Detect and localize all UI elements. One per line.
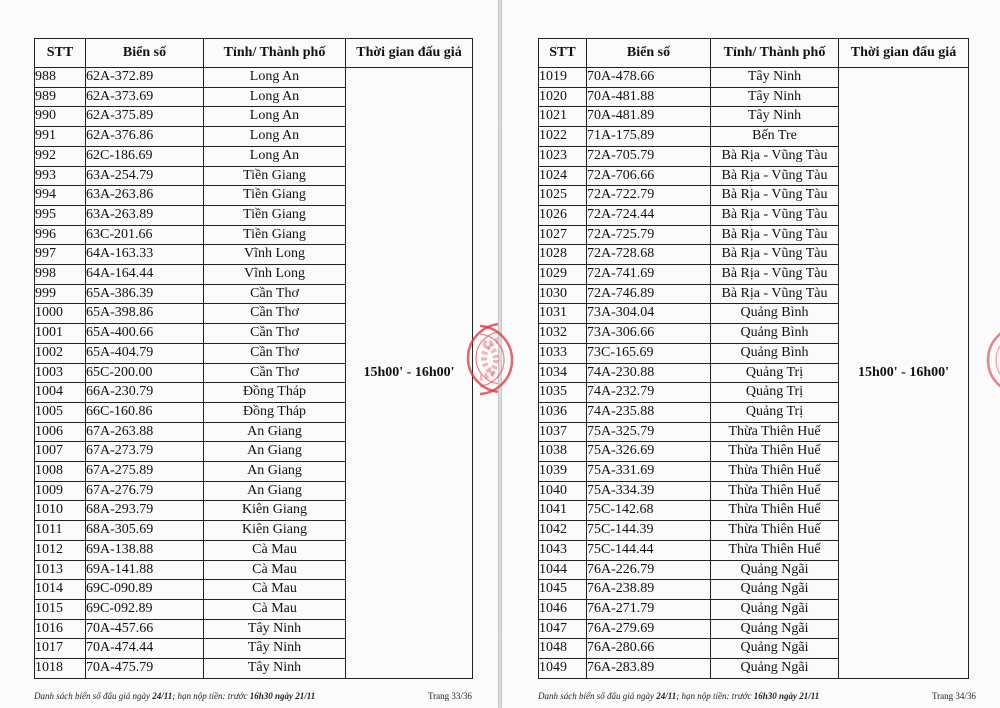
stt-cell: 1029: [539, 265, 587, 285]
province-cell: Thừa Thiên Huế: [711, 462, 839, 482]
plate-number-cell: 67A-275.89: [86, 462, 204, 482]
province-cell: Bà Rịa - Vũng Tàu: [711, 284, 839, 304]
left-footer-note: Danh sách biển số đấu giá ngày 24/11; hạn nộp tiền: trước 16h30 ngày 21/11: [34, 691, 316, 701]
table-row: [539, 68, 969, 88]
plate-number-cell: 65A-404.79: [86, 343, 204, 363]
province-cell: An Giang: [204, 481, 346, 501]
province-cell: Long An: [204, 127, 346, 147]
plate-number-cell: 76A-226.79: [587, 560, 711, 580]
stt-cell: 1004: [35, 383, 86, 403]
plate-number-cell: 68A-305.69: [86, 521, 204, 541]
plate-number-cell: 70A-474.44: [86, 639, 204, 659]
stt-cell: 1025: [539, 186, 587, 206]
province-cell: Đồng Tháp: [204, 402, 346, 422]
stt-cell: 1048: [539, 639, 587, 659]
province-cell: Tây Ninh: [204, 639, 346, 659]
stt-cell: 1047: [539, 619, 587, 639]
stt-cell: 1016: [35, 619, 86, 639]
plate-number-cell: 65A-386.39: [86, 284, 204, 304]
stt-cell: 1000: [35, 304, 86, 324]
province-cell: Bà Rịa - Vũng Tàu: [711, 186, 839, 206]
province-cell: Thừa Thiên Huế: [711, 501, 839, 521]
province-cell: An Giang: [204, 462, 346, 482]
table-header-row: [539, 39, 969, 68]
plate-number-cell: 69C-090.89: [86, 580, 204, 600]
plate-number-cell: 70A-481.88: [587, 87, 711, 107]
plate-number-cell: 72A-725.79: [587, 225, 711, 245]
right-page-number: Trang 34/36: [932, 691, 976, 701]
stt-cell: 1034: [539, 363, 587, 383]
stt-cell: 1041: [539, 501, 587, 521]
stt-cell: 991: [35, 127, 86, 147]
plate-number-cell: 65A-398.86: [86, 304, 204, 324]
province-cell: An Giang: [204, 442, 346, 462]
plate-number-cell: 76A-279.69: [587, 619, 711, 639]
province-cell: Quảng Ngãi: [711, 599, 839, 619]
province-cell: Thừa Thiên Huế: [711, 521, 839, 541]
plate-number-cell: 73A-304.04: [587, 304, 711, 324]
province-cell: Bà Rịa - Vũng Tàu: [711, 225, 839, 245]
province-cell: Thừa Thiên Huế: [711, 540, 839, 560]
province-cell: Quảng Ngãi: [711, 560, 839, 580]
province-cell: Quảng Ngãi: [711, 659, 839, 679]
province-cell: Tiền Giang: [204, 166, 346, 186]
plate-number-cell: 72A-722.79: [587, 186, 711, 206]
plate-number-cell: 66A-230.79: [86, 383, 204, 403]
stt-cell: 1030: [539, 284, 587, 304]
left-page: [0, 0, 498, 708]
plate-number-cell: 67A-273.79: [86, 442, 204, 462]
plate-number-cell: 62A-375.89: [86, 107, 204, 127]
province-cell: Cần Thơ: [204, 304, 346, 324]
plate-number-cell: 76A-280.66: [587, 639, 711, 659]
stt-cell: 1033: [539, 343, 587, 363]
stt-cell: 1001: [35, 324, 86, 344]
plate-number-cell: 74A-230.88: [587, 363, 711, 383]
province-cell: Quảng Ngãi: [711, 639, 839, 659]
province-cell: An Giang: [204, 422, 346, 442]
plate-number-cell: 63A-263.89: [86, 205, 204, 225]
province-cell: Bến Tre: [711, 127, 839, 147]
plate-number-cell: 70A-478.66: [587, 68, 711, 88]
official-stamp-edge-fragment: [982, 320, 1000, 400]
official-stamp-right-fragment: [480, 322, 516, 398]
province-cell: Long An: [204, 68, 346, 88]
plate-number-cell: 69C-092.89: [86, 599, 204, 619]
province-cell: Vĩnh Long: [204, 245, 346, 265]
stt-cell: 1014: [35, 580, 86, 600]
stt-cell: 1005: [35, 402, 86, 422]
table-header-row: [35, 39, 473, 68]
stt-cell: 1015: [35, 599, 86, 619]
plate-number-cell: 72A-705.79: [587, 146, 711, 166]
province-cell: Tiền Giang: [204, 225, 346, 245]
plate-number-cell: 75A-326.69: [587, 442, 711, 462]
stt-cell: 1022: [539, 127, 587, 147]
header-plate: Biển số: [86, 39, 204, 68]
province-cell: Tây Ninh: [711, 87, 839, 107]
plate-number-cell: 71A-175.89: [587, 127, 711, 147]
stt-cell: 1039: [539, 462, 587, 482]
stt-cell: 1042: [539, 521, 587, 541]
header-stt: STT: [539, 39, 587, 68]
plate-number-cell: 73A-306.66: [587, 324, 711, 344]
province-cell: Cà Mau: [204, 599, 346, 619]
province-cell: Bà Rịa - Vũng Tàu: [711, 205, 839, 225]
province-cell: Long An: [204, 87, 346, 107]
province-cell: Tây Ninh: [711, 107, 839, 127]
stt-cell: 1032: [539, 324, 587, 344]
left-table-body: [35, 68, 473, 679]
stt-cell: 1020: [539, 87, 587, 107]
plate-number-cell: 65A-400.66: [86, 324, 204, 344]
plate-number-cell: 62A-376.86: [86, 127, 204, 147]
stt-cell: 1008: [35, 462, 86, 482]
auction-time-cell: 15h00' - 16h00': [839, 68, 969, 679]
stt-cell: 1043: [539, 540, 587, 560]
plate-number-cell: 62A-372.89: [86, 68, 204, 88]
stt-cell: 1002: [35, 343, 86, 363]
left-plate-table: [34, 38, 473, 679]
province-cell: Tây Ninh: [711, 68, 839, 88]
plate-number-cell: 66C-160.86: [86, 402, 204, 422]
stt-cell: 1012: [35, 540, 86, 560]
stt-cell: 1035: [539, 383, 587, 403]
stt-cell: 1024: [539, 166, 587, 186]
province-cell: Thừa Thiên Huế: [711, 442, 839, 462]
header-plate: Biển số: [587, 39, 711, 68]
header-time: Thời gian đấu giá: [839, 39, 969, 68]
stt-cell: 992: [35, 146, 86, 166]
province-cell: Bà Rịa - Vũng Tàu: [711, 146, 839, 166]
province-cell: Cần Thơ: [204, 324, 346, 344]
stt-cell: 1049: [539, 659, 587, 679]
plate-number-cell: 75C-144.44: [587, 540, 711, 560]
plate-number-cell: 64A-164.44: [86, 265, 204, 285]
stt-cell: 1026: [539, 205, 587, 225]
plate-number-cell: 63A-254.79: [86, 166, 204, 186]
header-time: Thời gian đấu giá: [346, 39, 473, 68]
province-cell: Quảng Trị: [711, 402, 839, 422]
stt-cell: 1009: [35, 481, 86, 501]
stt-cell: 998: [35, 265, 86, 285]
stt-cell: 1021: [539, 107, 587, 127]
stt-cell: 995: [35, 205, 86, 225]
province-cell: Thừa Thiên Huế: [711, 422, 839, 442]
plate-number-cell: 70A-475.79: [86, 659, 204, 679]
plate-number-cell: 64A-163.33: [86, 245, 204, 265]
right-plate-table: [538, 38, 969, 679]
province-cell: Quảng Trị: [711, 383, 839, 403]
stt-cell: 1036: [539, 402, 587, 422]
stt-cell: 1044: [539, 560, 587, 580]
stt-cell: 1006: [35, 422, 86, 442]
province-cell: Cà Mau: [204, 540, 346, 560]
province-cell: Bà Rịa - Vũng Tàu: [711, 166, 839, 186]
province-cell: Quảng Bình: [711, 324, 839, 344]
plate-number-cell: 65C-200.00: [86, 363, 204, 383]
header-stt: STT: [35, 39, 86, 68]
province-cell: Cần Thơ: [204, 284, 346, 304]
stt-cell: 990: [35, 107, 86, 127]
province-cell: Quảng Ngãi: [711, 580, 839, 600]
stt-cell: 1028: [539, 245, 587, 265]
table-row: [35, 68, 473, 88]
province-cell: Kiên Giang: [204, 501, 346, 521]
stt-cell: 1018: [35, 659, 86, 679]
province-cell: Đồng Tháp: [204, 383, 346, 403]
province-cell: Bà Rịa - Vũng Tàu: [711, 265, 839, 285]
header-province: Tỉnh/ Thành phố: [711, 39, 839, 68]
plate-number-cell: 75A-325.79: [587, 422, 711, 442]
plate-number-cell: 70A-481.89: [587, 107, 711, 127]
province-cell: Tây Ninh: [204, 619, 346, 639]
plate-number-cell: 75C-142.68: [587, 501, 711, 521]
province-cell: Cần Thơ: [204, 363, 346, 383]
stt-cell: 993: [35, 166, 86, 186]
province-cell: Cà Mau: [204, 560, 346, 580]
stt-cell: 1045: [539, 580, 587, 600]
stt-cell: 1017: [35, 639, 86, 659]
plate-number-cell: 62C-186.69: [86, 146, 204, 166]
plate-number-cell: 72A-724.44: [587, 205, 711, 225]
plate-number-cell: 74A-232.79: [587, 383, 711, 403]
stt-cell: 988: [35, 68, 86, 88]
stt-cell: 1046: [539, 599, 587, 619]
stt-cell: 1019: [539, 68, 587, 88]
province-cell: Bà Rịa - Vũng Tàu: [711, 245, 839, 265]
stt-cell: 1011: [35, 521, 86, 541]
stt-cell: 999: [35, 284, 86, 304]
stt-cell: 1027: [539, 225, 587, 245]
province-cell: Cà Mau: [204, 580, 346, 600]
stt-cell: 996: [35, 225, 86, 245]
stt-cell: 1013: [35, 560, 86, 580]
province-cell: Quảng Trị: [711, 363, 839, 383]
left-page-number: Trang 33/36: [428, 691, 472, 701]
auction-time-cell: 15h00' - 16h00': [346, 68, 473, 679]
province-cell: Vĩnh Long: [204, 265, 346, 285]
plate-number-cell: 75C-144.39: [587, 521, 711, 541]
province-cell: Quảng Bình: [711, 304, 839, 324]
right-footer-note: Danh sách biển số đấu giá ngày 24/11; hạn nộp tiền: trước 16h30 ngày 21/11: [538, 691, 820, 701]
plate-number-cell: 75A-331.69: [587, 462, 711, 482]
province-cell: Quảng Ngãi: [711, 619, 839, 639]
stt-cell: 1003: [35, 363, 86, 383]
plate-number-cell: 69A-138.88: [86, 540, 204, 560]
stt-cell: 1007: [35, 442, 86, 462]
plate-number-cell: 67A-263.88: [86, 422, 204, 442]
stt-cell: 1040: [539, 481, 587, 501]
plate-number-cell: 63C-201.66: [86, 225, 204, 245]
plate-number-cell: 67A-276.79: [86, 481, 204, 501]
province-cell: Long An: [204, 107, 346, 127]
plate-number-cell: 72A-728.68: [587, 245, 711, 265]
plate-number-cell: 70A-457.66: [86, 619, 204, 639]
plate-number-cell: 72A-741.69: [587, 265, 711, 285]
plate-number-cell: 76A-238.89: [587, 580, 711, 600]
right-table-body: [539, 68, 969, 679]
province-cell: Kiên Giang: [204, 521, 346, 541]
stt-cell: 997: [35, 245, 86, 265]
stt-cell: 1038: [539, 442, 587, 462]
province-cell: Cần Thơ: [204, 343, 346, 363]
plate-number-cell: 75A-334.39: [587, 481, 711, 501]
plate-number-cell: 72A-706.66: [587, 166, 711, 186]
stt-cell: 1023: [539, 146, 587, 166]
stt-cell: 989: [35, 87, 86, 107]
plate-number-cell: 76A-283.89: [587, 659, 711, 679]
province-cell: Thừa Thiên Huế: [711, 481, 839, 501]
province-cell: Tiền Giang: [204, 186, 346, 206]
province-cell: Tây Ninh: [204, 659, 346, 679]
header-province: Tỉnh/ Thành phố: [204, 39, 346, 68]
plate-number-cell: 63A-263.86: [86, 186, 204, 206]
plate-number-cell: 69A-141.88: [86, 560, 204, 580]
province-cell: Quảng Bình: [711, 343, 839, 363]
plate-number-cell: 73C-165.69: [587, 343, 711, 363]
stt-cell: 994: [35, 186, 86, 206]
plate-number-cell: 62A-373.69: [86, 87, 204, 107]
plate-number-cell: 68A-293.79: [86, 501, 204, 521]
right-page: [502, 0, 1000, 708]
stt-cell: 1010: [35, 501, 86, 521]
stt-cell: 1031: [539, 304, 587, 324]
province-cell: Long An: [204, 146, 346, 166]
plate-number-cell: 72A-746.89: [587, 284, 711, 304]
plate-number-cell: 76A-271.79: [587, 599, 711, 619]
plate-number-cell: 74A-235.88: [587, 402, 711, 422]
stt-cell: 1037: [539, 422, 587, 442]
province-cell: Tiền Giang: [204, 205, 346, 225]
